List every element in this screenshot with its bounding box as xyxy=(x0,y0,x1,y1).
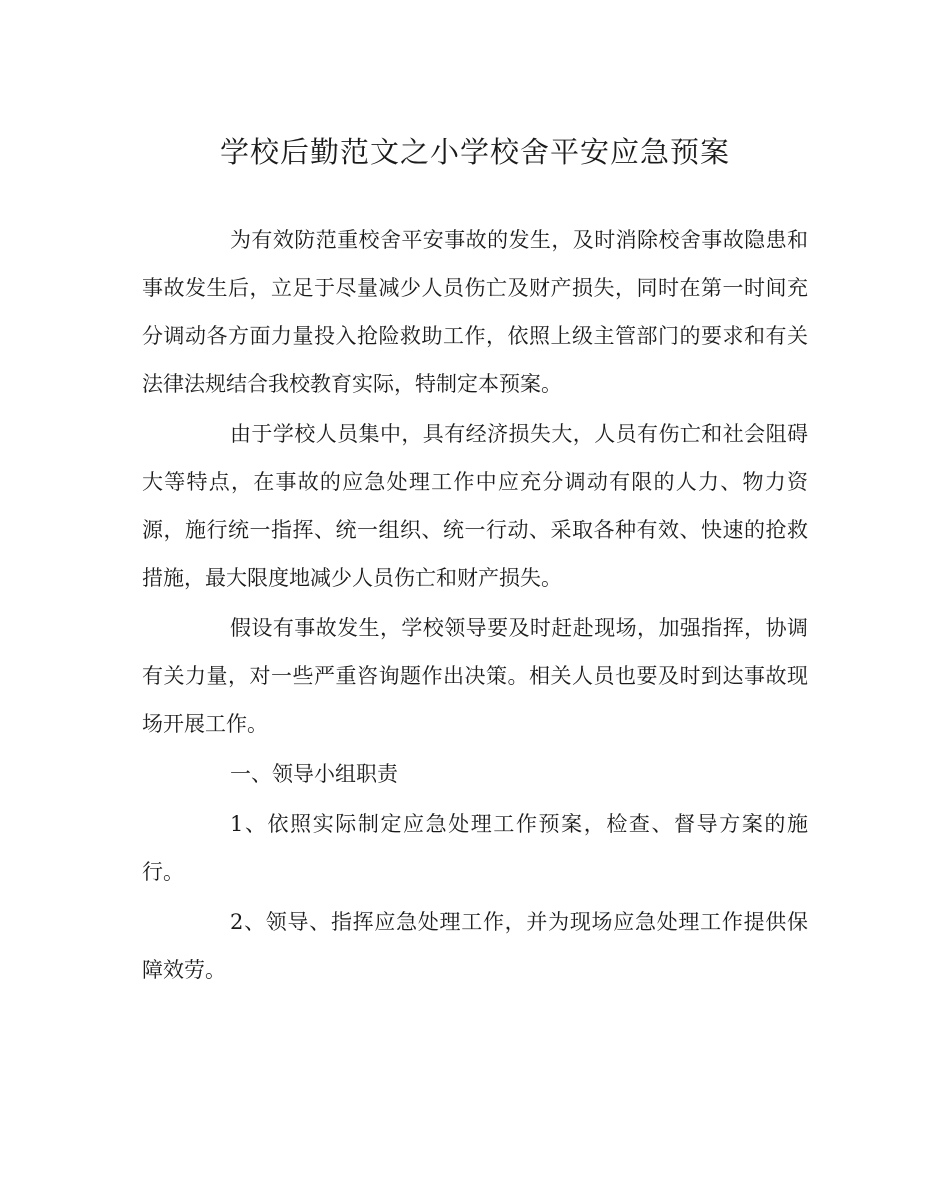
paragraph-characteristics: 由于学校人员集中，具有经济损失大，人员有伤亡和社会阻碍大等特点，在事故的应急处理工作中应充分调动有限的人力、物力资源，施行统一指挥、统一组织、统一行动、采取各种有效、快速的抢救措施，最大限度地减少人员伤亡和财产损失。 xyxy=(142,422,808,590)
document-body xyxy=(142,216,808,996)
paragraph-incident-response: 假设有事故发生，学校领导要及时赶赴现场，加强指挥，协调有关力量，对一些严重咨询题作出决策。相关人员也要及时到达事故现场开展工作。 xyxy=(142,616,808,736)
section-heading-leadership-duties: 一、领导小组职责 xyxy=(230,762,398,786)
document-title: 学校后勤范文之小学校舍平安应急预案 xyxy=(219,135,730,169)
list-item-duty-2: 2、领导、指挥应急处理工作，并为现场应急处理工作提供保障效劳。 xyxy=(142,910,808,982)
paragraph-intro: 为有效防范重校舍平安事故的发生，及时消除校舍事故隐患和事故发生后，立足于尽量减少人员伤亡及财产损失，同时在第一时间充分调动各方面力量投入抢险救助工作，依照上级主管部门的要求和有关法律法规结合我校教育实际，特制定本预案。 xyxy=(142,228,808,396)
list-item-duty-1: 1、依照实际制定应急处理工作预案，检查、督导方案的施行。 xyxy=(142,812,808,884)
